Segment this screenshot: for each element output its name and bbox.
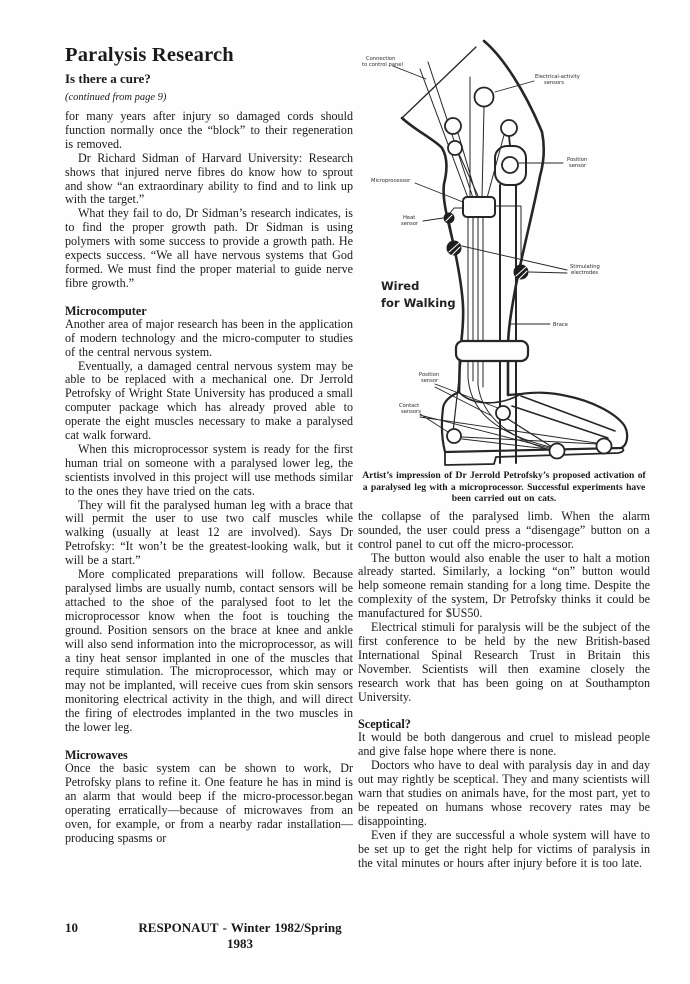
paragraph: Even if they are successful a whole system will have to be set up to get the right help for victims of paralysis in the vital minutes or hours after injury before it is too late.: [358, 827, 650, 870]
label-position-sensor-knee-line2: sensor: [569, 163, 587, 169]
continued-note: (continued from page 9): [65, 92, 167, 103]
thigh-cut-line: [402, 47, 476, 118]
paragraph: What they fail to do, Dr Sidman’s research indicates, is to find the proper growth path. Dr Sidman is using polymers with some success to provide a growth path. He expects success. “We all have nervous systems that God formed. We must find the proper material to guide nerve fibre growth.”: [65, 206, 353, 290]
footer-page-number: 10: [65, 920, 78, 935]
section-heading-microwaves: Microwaves: [65, 747, 128, 762]
paragraph: When this microprocessor system is ready for the first human trial on someone with a paralysed lower leg, the scientists involved in this project will use methods similar to the ones they have tried on the cats.: [65, 441, 353, 498]
wired-for-walking-title-line2: for Walking: [381, 296, 456, 310]
knee-position-sensor: [502, 157, 518, 173]
label-contact-sensors: Contact: [399, 403, 420, 409]
label-brace: Brace: [553, 322, 568, 328]
figure-caption: Artist’s impression of Dr Jerrold Petrofsky’s proposed activation of a paralysed leg with a microprocessor. Successful experiments have been carried out on cats.: [362, 470, 646, 505]
heat-sensor-dot: [444, 213, 455, 224]
right-column: [358, 35, 650, 871]
label-connection-line2: to control panel: [362, 62, 403, 68]
label-position-sensor-ankle: Position: [419, 372, 440, 378]
section-heading-sceptical: Sceptical?: [358, 717, 411, 732]
section-heading-microcomputer: Microcomputer: [65, 303, 147, 318]
label-electrical-activity-line2: sensors: [544, 80, 564, 86]
page-footer: [65, 920, 355, 952]
left-column-text: [65, 110, 353, 845]
leader-lines: [393, 66, 599, 448]
label-heat-sensor: Heat: [403, 215, 416, 221]
label-stimulating-electrodes-line2: electrodes: [571, 270, 599, 276]
paragraph: the collapse of the paralysed limb. When the alarm sounded, the user could press a “disengage” button on a control panel to cut off the micro-processor.: [358, 508, 650, 551]
paragraph: for many years after injury so damaged cords should function normally once the “block” to their regeneration is removed.: [65, 109, 353, 151]
paragraph: Once the basic system can be shown to work, Dr Petrofsky plans to refine it. One feature he has in mind is an alarm that would beep if the micro-processor.began operating erratically—because of microwaves from an oven, for example, or from a nearby radar installation—producing spasms or: [65, 760, 353, 845]
footer-journal-title: RESPONAUT - Winter 1982/Spring 1983: [138, 920, 342, 951]
paragraph: Eventually, a damaged central nervous system may be able to be replaced with a mechanical one. Dr Jerrold Petrofsky of Wright State University has produced a small computer package which has already proved able to operate the eight muscles necessary to make a paralysed cat walk forward.: [65, 358, 353, 443]
left-column: [65, 44, 353, 845]
right-column-text: [358, 510, 650, 871]
paragraph: It would be both dangerous and cruel to mislead people and give false hope where there is none.: [358, 730, 650, 759]
electrical-activity-sensors: [445, 88, 517, 156]
leg-diagram: [358, 35, 648, 470]
ankle-band: [456, 341, 528, 361]
label-position-sensor-knee: Position: [567, 157, 588, 163]
label-stimulating-electrodes: Stimulating: [570, 264, 600, 270]
microprocessor-box: [463, 197, 495, 217]
paragraph: More complicated preparations will follow. Because paralysed limbs are usually numb, contact sensors will be attached to the shoe of the paralysed foot to let the microprocessor know when the foot is touching the ground. Position sensors on the brace at knee and ankle will also send information into the microprocessor, as will a tiny heat sensor implanted in one of the muscles that require stimulation. The microprocessor, which may or may not be implanted, will receive cues from skin sensors monitoring electrical activity in the thigh, and will direct the firing of electrodes implanted in the two muscles in the lower leg.: [65, 567, 353, 735]
paragraph: They will fit the paralysed human leg with a brace that will permit the user to use two calf muscles while walking (usually at least 12 are involved). Says Dr Petrofsky: “It won’t be the greatest-looking walk, but it will be a start.”: [65, 497, 353, 568]
paragraph: Dr Richard Sidman of Harvard University: Research shows that injured nerve fibres do know how to sprout and show “an extraordinary ability to find and to link up with the target.”: [65, 150, 353, 207]
paragraph: The button would also enable the user to halt a motion already started. Similarly, a locking “on” button would help someone remain standing for a long time. Despite the complexity of the system, Dr Petrofsky thinks it could be manufactured for $US50.: [358, 550, 650, 621]
article-subtitle: Is there a cure?: [65, 71, 151, 86]
wired-for-walking-title: Wired: [381, 279, 420, 293]
label-microprocessor: Microprocessor: [371, 178, 411, 184]
label-heat-sensor-line2: sensor: [401, 221, 419, 227]
figure-illustration: [358, 35, 650, 505]
label-contact-sensors-line2: sensors: [401, 409, 421, 415]
label-connection-icon-text: Connection: [366, 56, 396, 62]
paragraph: Another area of major research has been in the application of modern technology and the micro-computer to studies of the central nervous system.: [65, 316, 353, 359]
paragraph: Electrical stimuli for paralysis will be the subject of the first conference to be held by the new British-based International Spinal Research Trust in Britain this November. Scientists will then examine closely the research work that has been going on at Southampton University.: [358, 620, 650, 704]
paragraph: Doctors who have to deal with paralysis day in and day out may rightly be sceptical. They and many scientists will warn that studies on animals have, for the most part, yet to be repeated on humans whose recovery rates may be disappointing.: [358, 758, 650, 828]
label-electrical-activity: Electrical-activity: [535, 74, 580, 80]
page-title: Paralysis Research: [65, 44, 234, 66]
label-position-sensor-ankle-line2: sensor: [421, 378, 439, 384]
